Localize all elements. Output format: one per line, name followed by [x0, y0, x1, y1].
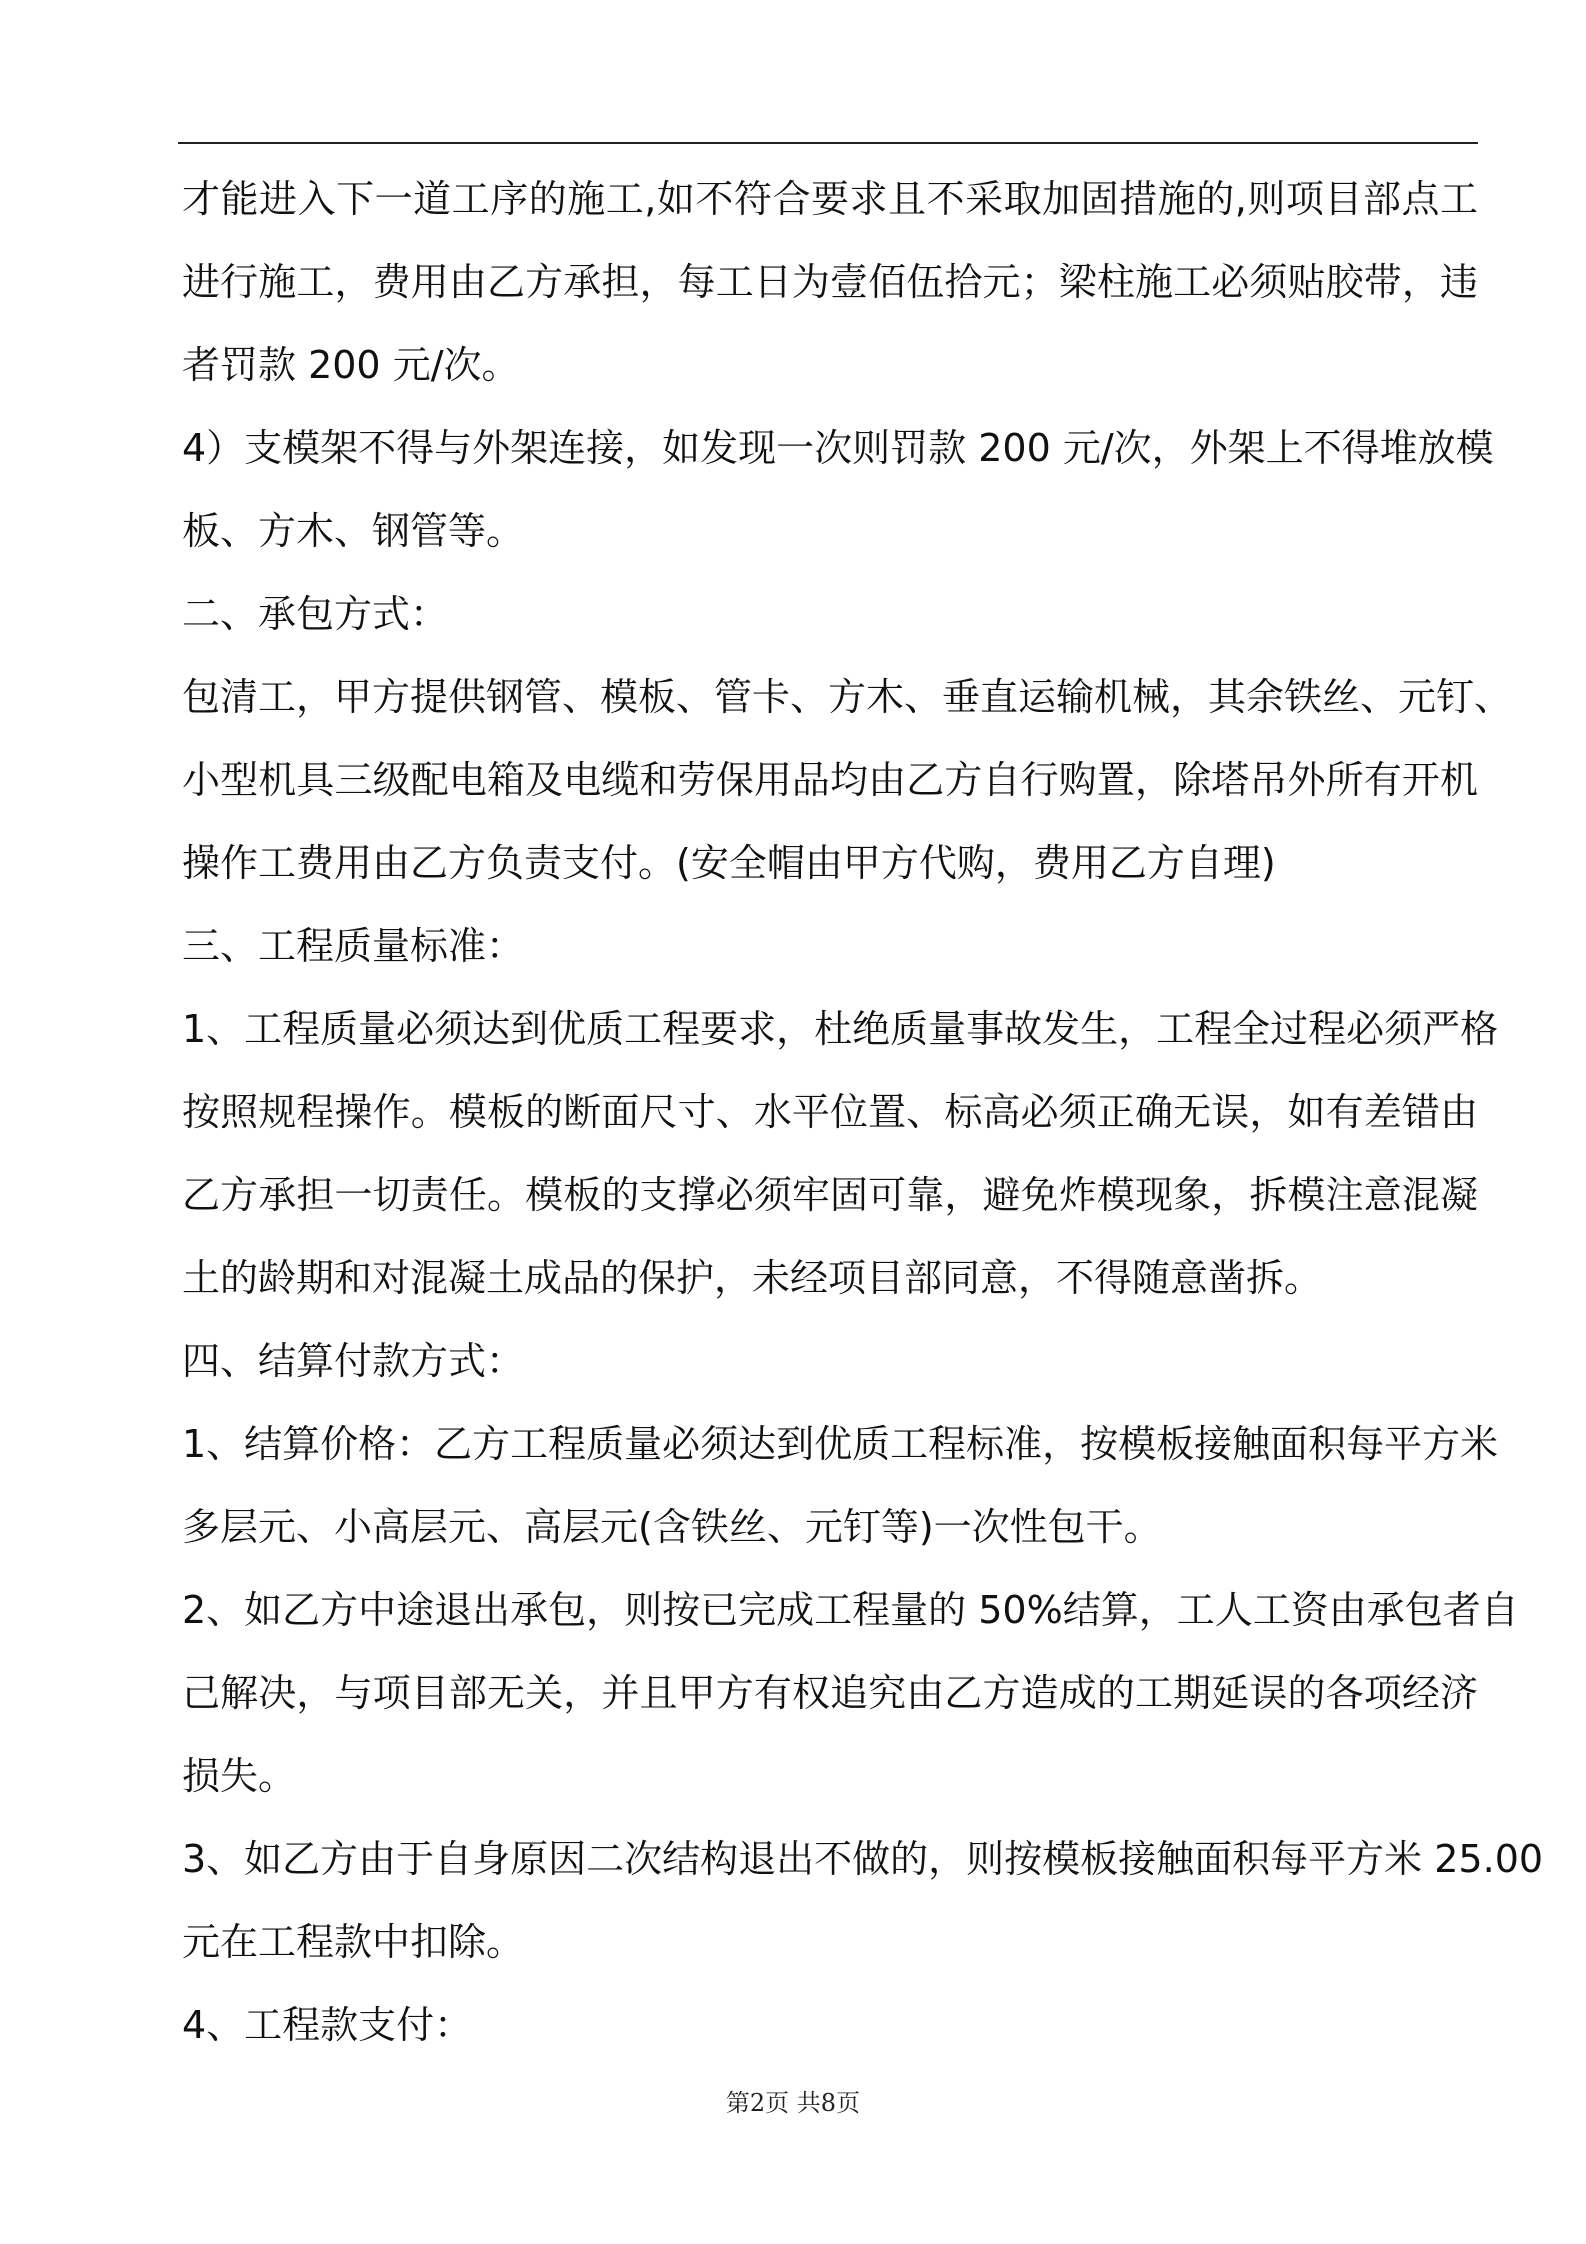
text-line: 才能进入下一道工序的施工,如不符合要求且不采取加固措施的,则项目部点工 [182, 177, 1478, 221]
document-body [182, 158, 1544, 2067]
section-heading: 三、工程质量标准： [182, 924, 525, 968]
header-rule [178, 142, 1478, 144]
text-line: 乙方承担一切责任。模板的支撑必须牢固可靠，避免炸模现象，拆模注意混凝 [182, 1173, 1478, 1217]
text-line: 按照规程操作。模板的断面尺寸、水平位置、标高必须正确无误，如有差错由 [182, 1090, 1478, 1134]
text-line: 己解决，与项目部无关，并且甲方有权追究由乙方造成的工期延误的各项经济 [182, 1671, 1478, 1715]
text-line: 者罚款 200 元/次。 [182, 343, 520, 387]
text-line: 元在工程款中扣除。 [182, 1920, 525, 1964]
text-line: 4、工程款支付： [182, 2003, 473, 2047]
text-line: 损失。 [182, 1754, 297, 1798]
text-line: 多层元、小高层元、高层元(含铁丝、元钉等)一次性包干。 [182, 1505, 1162, 1549]
text-line: 土的龄期和对混凝土成品的保护，未经项目部同意，不得随意凿拆。 [182, 1256, 1323, 1300]
text-line: 操作工费用由乙方负责支付。(安全帽由甲方代购，费用乙方自理) [182, 841, 1276, 885]
section-heading: 四、结算付款方式： [182, 1339, 525, 1383]
text-line: 3、如乙方由于自身原因二次结构退出不做的，则按模板接触面积每平方米 25.00 [182, 1837, 1544, 1881]
page-number: 第2页 共8页 [725, 2089, 861, 2117]
section-heading: 二、承包方式： [182, 592, 449, 636]
text-line: 进行施工，费用由乙方承担，每工日为壹佰伍拾元；梁柱施工必须贴胶带，违 [182, 260, 1478, 304]
text-line: 4）支模架不得与外架连接，如发现一次则罚款 200 元/次，外架上不得堆放模 [182, 426, 1494, 470]
text-line: 1、结算价格：乙方工程质量必须达到优质工程标准，按模板接触面积每平方米 [182, 1422, 1499, 1466]
text-line: 包清工，甲方提供钢管、模板、管卡、方木、垂直运输机械，其余铁丝、元钉、 [182, 675, 1513, 719]
text-line: 板、方木、钢管等。 [182, 509, 525, 553]
text-line: 2、如乙方中途退出承包，则按已完成工程量的 50%结算，工人工资由承包者自 [182, 1588, 1519, 1632]
text-line: 小型机具三级配电箱及电缆和劳保用品均由乙方自行购置，除塔吊外所有开机 [182, 758, 1478, 802]
text-line: 1、工程质量必须达到优质工程要求，杜绝质量事故发生，工程全过程必须严格 [182, 1007, 1499, 1051]
